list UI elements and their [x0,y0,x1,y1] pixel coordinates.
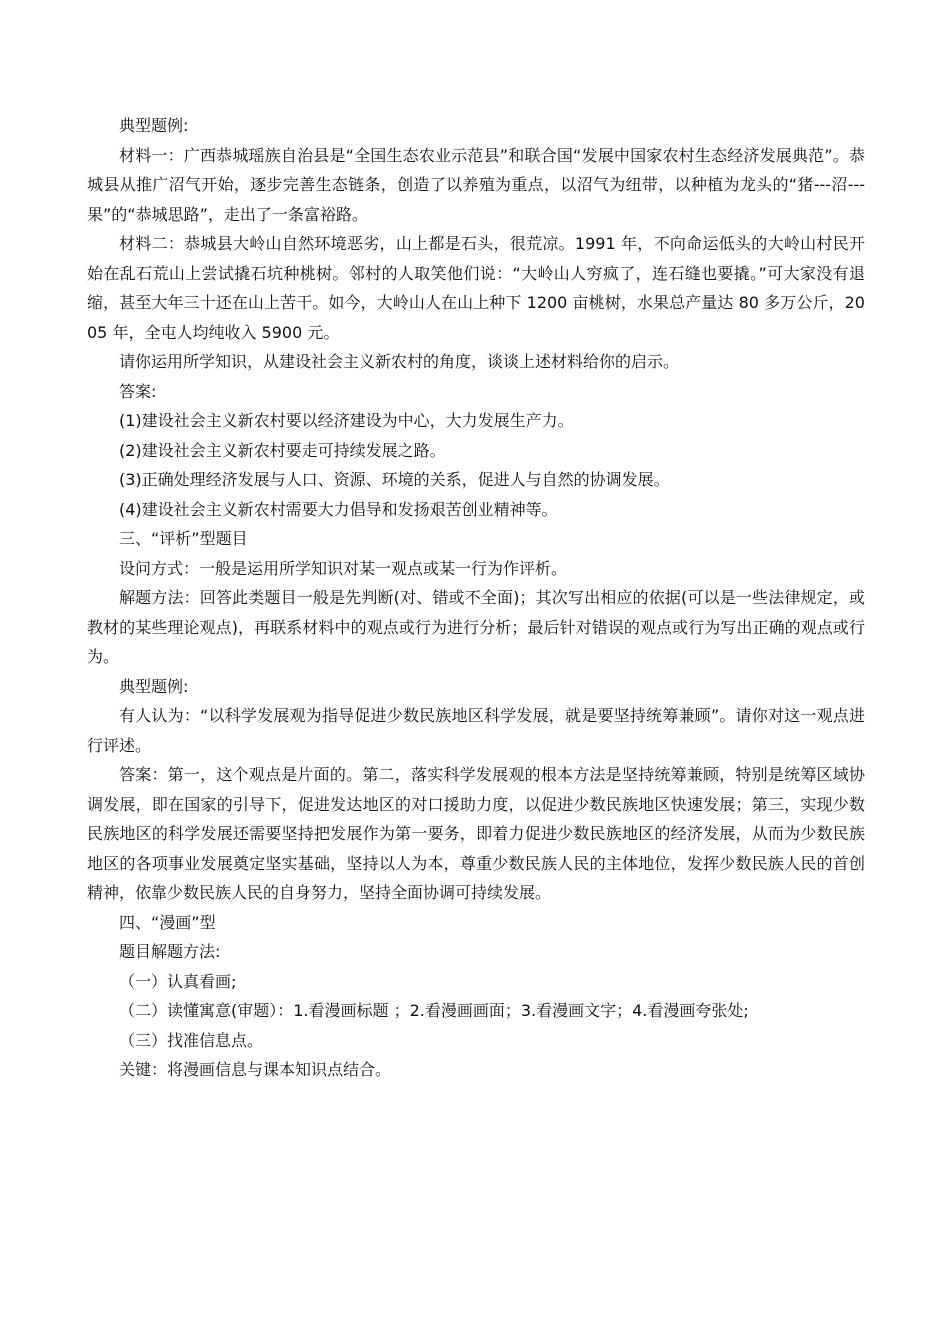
section-heading-four: 四、“漫画”型 [119,912,216,932]
example-title: 典型题例: [119,676,189,696]
question-paragraph: 请你运用所学知识，从建设社会主义新农村的角度，谈谈上述材料给你的启示。 [119,352,680,371]
example-title: 典型题例: [119,116,189,135]
material-one-paragraph: 材料一：广西恭城瑶族自治县是“全国生态农业示范县”和联合国“发展中国家农村生态经济发展典范”。恭城县从推广沼气开始，逐步完善生态链条，创造了以养殖为重点，以沼气为纽带，以种植为龙头的“猪---沼---果”的“恭城思路”，走出了一条富裕路。 [87,145,865,224]
answer-paragraph: 答案：第一，这个观点是片面的。第二，落实科学发展观的根本方法是坚持统筹兼顾，特别是统筹区域协调发展，即在国家的引导下，促进发达地区的对口援助力度，以促进少数民族地区快速发展；第三，实现少数民族地区的科学发展还需要坚持把发展作为第一要务，即着力促进少数民族地区的经济发展，从而为少数民族地区的各项事业发展奠定坚实基础，坚持以人为本，尊重少数民族人民的主体地位，发挥少数民族人民的首创精神，依靠少数民族人民的自身努力，坚持全面协调可持续发展。 [87,765,865,902]
solution-method-paragraph: 解题方法：回答此类题目一般是先判断(对、错或不全面)；其次写出相应的依据(可以是一些法律规定，或教材的某些理论观点)，再联系材料中的观点或行为进行分析；最后针对错误的观点或行为写出正确的观点或行为。 [87,588,865,666]
answer-item-2: (2)建设社会主义新农村要走可持续发展之路。 [119,440,446,460]
method-step-1: （一）认真看画; [119,971,237,991]
document-body [87,111,865,1085]
answer-item-4: (4)建设社会主义新农村需要大力倡导和发扬艰苦创业精神等。 [119,499,558,519]
method-step-2: （二）读懂寓意(审题）：1.看漫画标题 ；2.看漫画画面；3.看漫画文字；4.看漫画夸张处; [119,1001,749,1020]
question-style-paragraph: 设问方式：一般是运用所学知识对某一观点或某一行为作评析。 [119,558,568,578]
answer-label: 答案: [119,381,157,401]
method-title: 题目解题方法: [119,942,221,961]
answer-item-3: (3)正确处理经济发展与人口、资源、环境的关系，促进人与自然的协调发展。 [119,470,670,489]
key-point: 关键：将漫画信息与课本知识点结合。 [119,1060,392,1079]
opinion-paragraph: 有人认为：“以科学发展观为指导促进少数民族地区科学发展，就是要坚持统筹兼顾”。请你对这一观点进行评述。 [87,706,865,755]
method-step-3: （三）找准信息点。 [119,1030,264,1050]
answer-item-1: (1)建设社会主义新农村要以经济建设为中心，大力发展生产力。 [119,411,574,430]
material-two-paragraph: 材料二：恭城县大岭山自然环境恶劣，山上都是石头，很荒凉。1991 年，不向命运低头的大岭山村民开始在乱石荒山上尝试撬石坑种桃树。邻村的人取笑他们说：“大岭山人穷疯了，连石缝也要撬。”可大家没有退缩，甚至大年三十还在山上苦干。如今，大岭山人在山上种下 1200 亩桃树，水果总产量达 80 多万公斤，2005 年，全屯人均纯收入 5900 元。 [87,234,865,342]
section-heading-three: 三、“评析”型题目 [119,529,248,548]
